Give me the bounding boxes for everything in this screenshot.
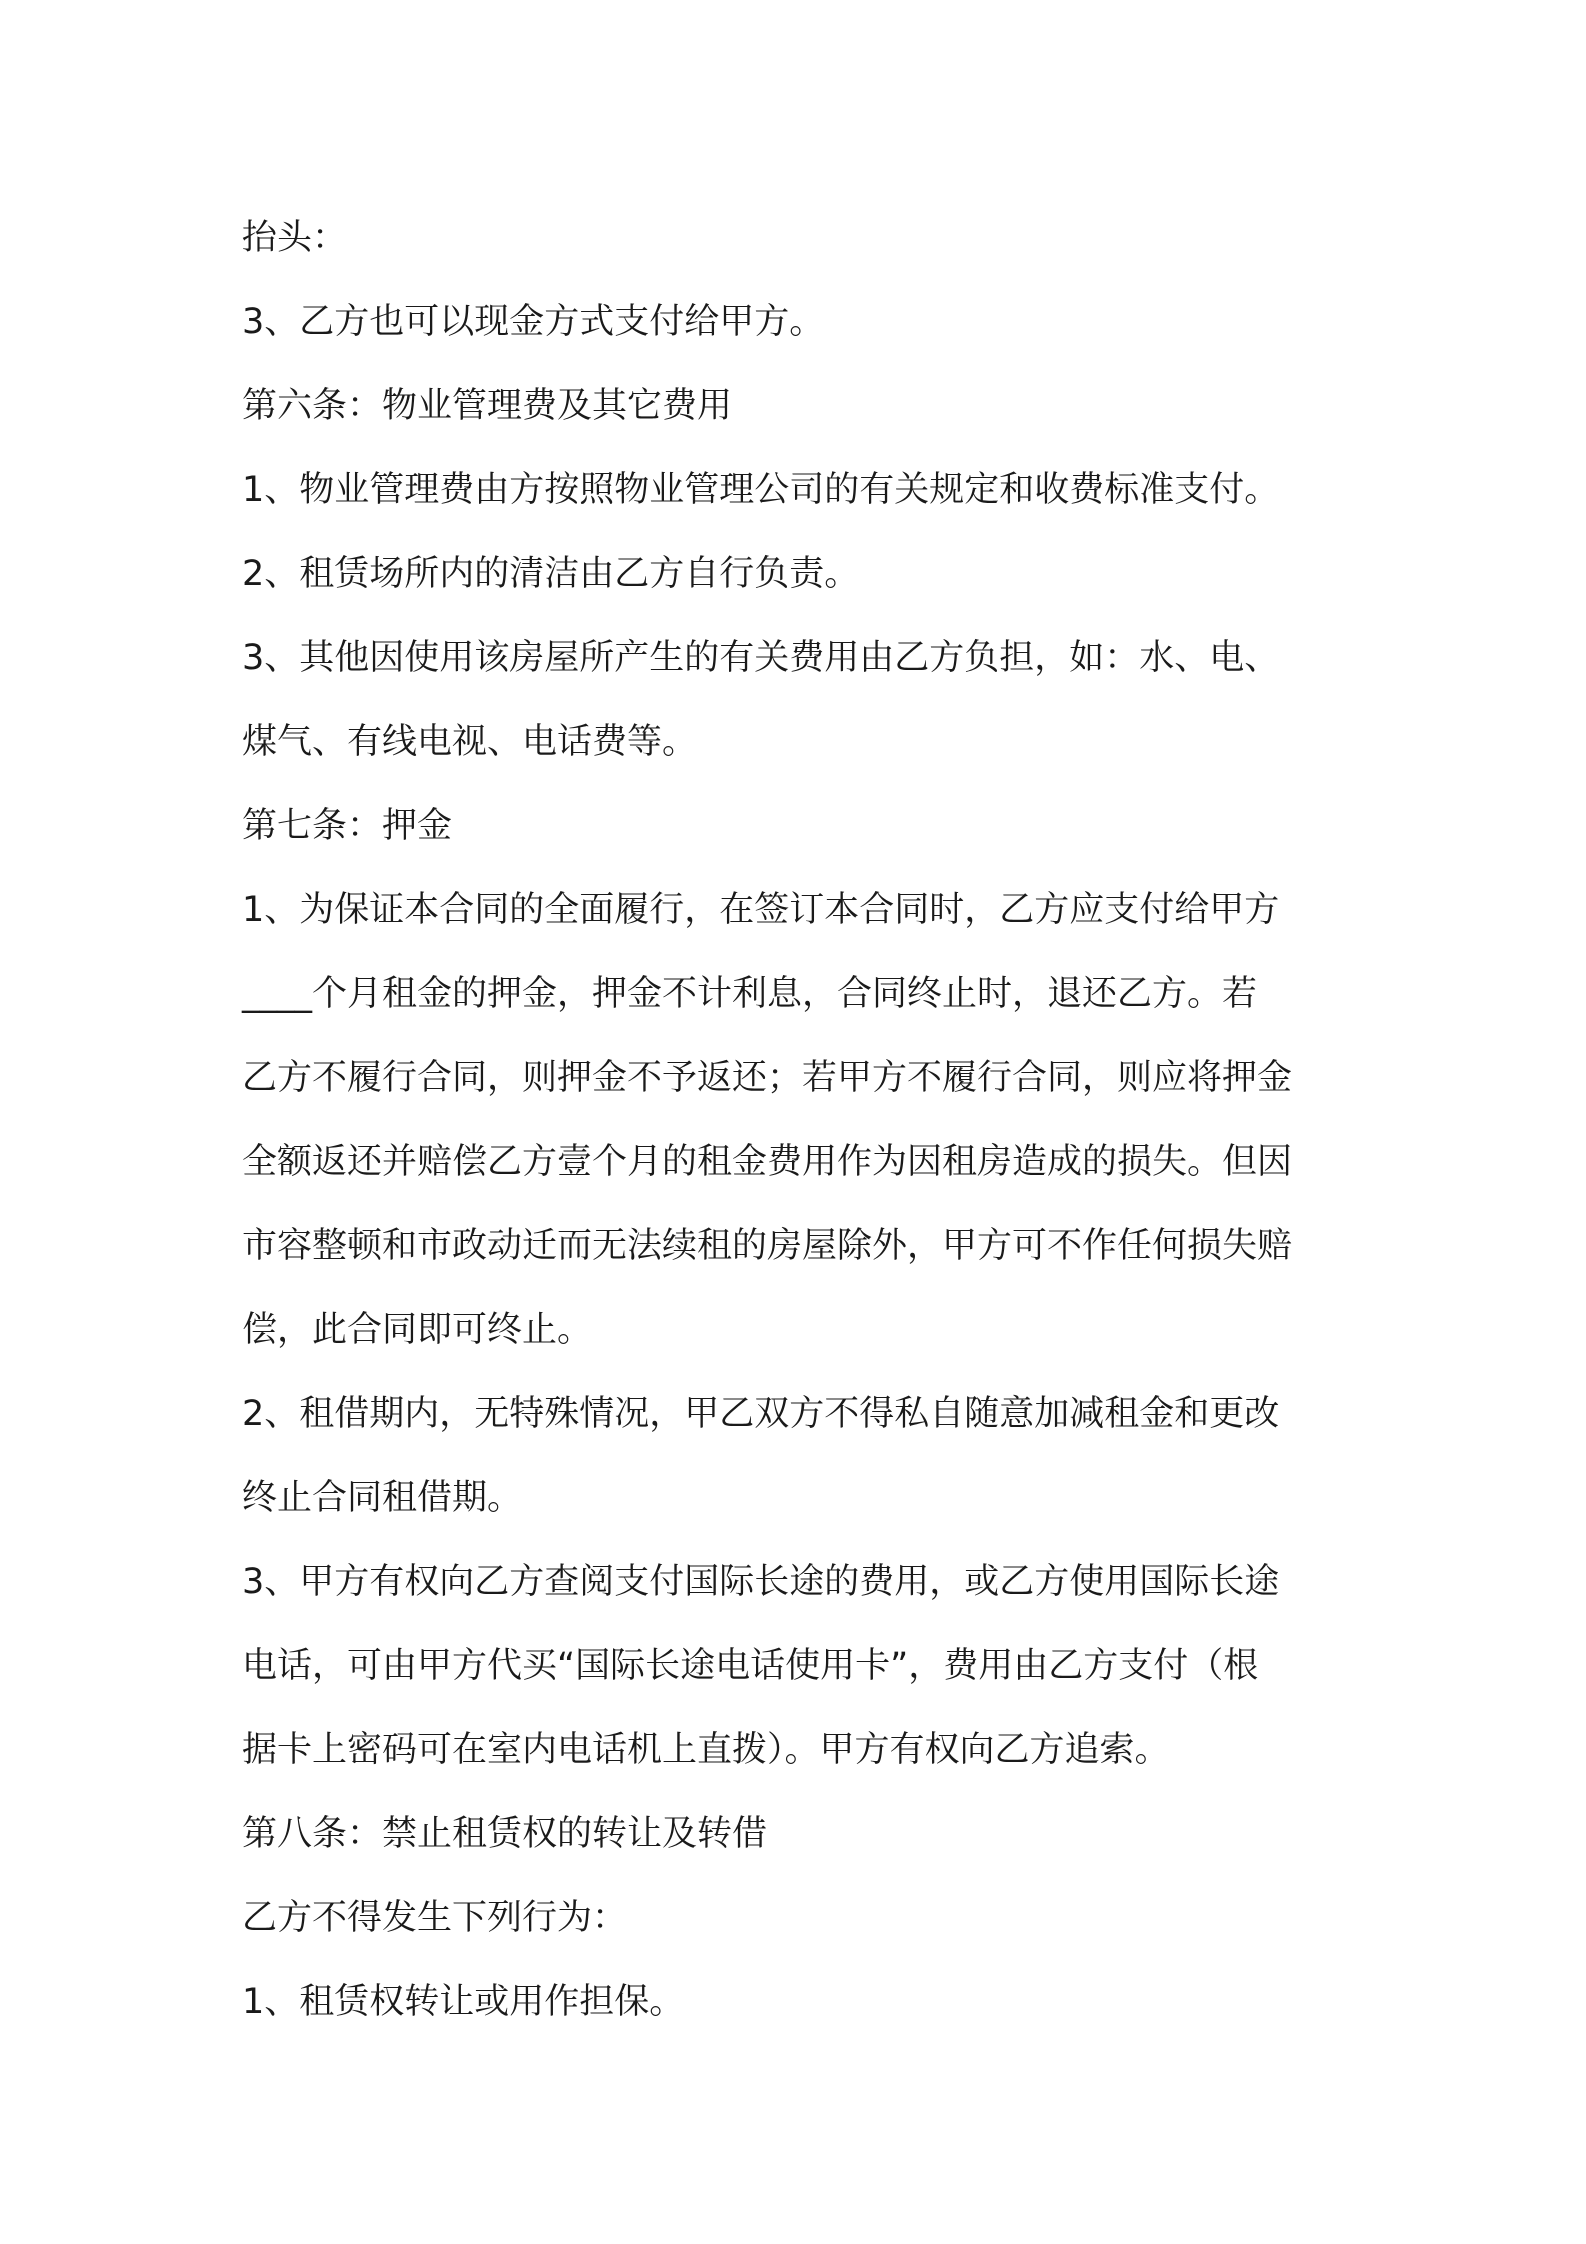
text-line: 1、为保证本合同的全面履行，在签订本合同时，乙方应支付给甲方 bbox=[242, 890, 1280, 930]
text-line: 抬头： bbox=[242, 218, 348, 258]
text-line: 电话，可由甲方代买“国际长途电话使用卡”，费用由乙方支付（根 bbox=[242, 1646, 1259, 1686]
text-line: 1、物业管理费由方按照物业管理公司的有关规定和收费标准支付。 bbox=[242, 470, 1280, 510]
text-line: 终止合同租借期。 bbox=[242, 1478, 523, 1518]
section-heading: 第六条：物业管理费及其它费用 bbox=[242, 386, 733, 426]
text-line: 2、租赁场所内的清洁由乙方自行负责。 bbox=[242, 554, 860, 594]
text-line: 偿，此合同即可终止。 bbox=[242, 1310, 593, 1350]
text-line: 3、其他因使用该房屋所产生的有关费用由乙方负担，如：水、电、 bbox=[242, 638, 1280, 678]
text-line: 2、租借期内，无特殊情况，甲乙双方不得私自随意加减租金和更改 bbox=[242, 1394, 1280, 1434]
text-line: 3、乙方也可以现金方式支付给甲方。 bbox=[242, 302, 825, 342]
document-body bbox=[242, 196, 1362, 2044]
section-heading: 第七条：押金 bbox=[242, 806, 453, 846]
text-line: 煤气、有线电视、电话费等。 bbox=[242, 722, 698, 762]
section-heading: 第八条：禁止租赁权的转让及转借 bbox=[242, 1814, 768, 1854]
text-line: 据卡上密码可在室内电话机上直拨）。甲方有权向乙方追索。 bbox=[242, 1730, 1170, 1770]
text-line: 全额返还并赔偿乙方壹个月的租金费用作为因租房造成的损失。但因 bbox=[242, 1142, 1293, 1182]
text-line: 1、租赁权转让或用作担保。 bbox=[242, 1982, 685, 2022]
text-line: 市容整顿和市政动迁而无法续租的房屋除外，甲方可不作任何损失赔 bbox=[242, 1226, 1293, 1266]
text-line: 乙方不得发生下列行为： bbox=[242, 1898, 628, 1938]
text-line: ____个月租金的押金，押金不计利息，合同终止时，退还乙方。若 bbox=[242, 974, 1258, 1014]
text-line: 3、甲方有权向乙方查阅支付国际长途的费用，或乙方使用国际长途 bbox=[242, 1562, 1280, 1602]
text-line: 乙方不履行合同，则押金不予返还；若甲方不履行合同，则应将押金 bbox=[242, 1058, 1293, 1098]
